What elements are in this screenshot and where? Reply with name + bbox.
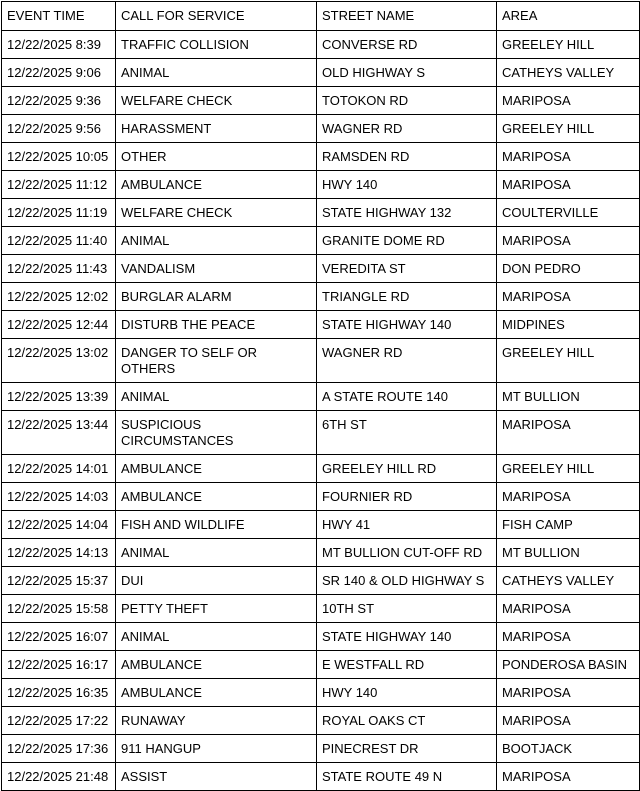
event-time-cell: 12/22/2025 15:37 xyxy=(2,567,116,595)
call-for-service-cell: AMBULANCE xyxy=(116,171,317,199)
area-cell: MT BULLION xyxy=(497,539,640,567)
event-time-cell: 12/22/2025 12:02 xyxy=(2,283,116,311)
area-cell: GREELEY HILL xyxy=(497,339,640,383)
street-name-cell: E WESTFALL RD xyxy=(317,651,497,679)
area-cell: GREELEY HILL xyxy=(497,115,640,143)
call-for-service-cell: FISH AND WILDLIFE xyxy=(116,511,317,539)
street-name-cell: HWY 140 xyxy=(317,171,497,199)
table-row xyxy=(2,735,640,763)
event-time-cell: 12/22/2025 13:02 xyxy=(2,339,116,383)
call-for-service-cell: WELFARE CHECK xyxy=(116,87,317,115)
event-time-cell: 12/22/2025 17:22 xyxy=(2,707,116,735)
street-name-cell: VEREDITA ST xyxy=(317,255,497,283)
call-for-service-cell: ANIMAL xyxy=(116,227,317,255)
area-cell: GREELEY HILL xyxy=(497,455,640,483)
area-cell: MARIPOSA xyxy=(497,483,640,511)
event-time-cell: 12/22/2025 12:44 xyxy=(2,311,116,339)
street-name-cell: STATE HIGHWAY 132 xyxy=(317,199,497,227)
call-for-service-cell: ANIMAL xyxy=(116,623,317,651)
call-for-service-cell: DUI xyxy=(116,567,317,595)
street-name-cell: FOURNIER RD xyxy=(317,483,497,511)
street-name-cell: GRANITE DOME RD xyxy=(317,227,497,255)
street-name-cell: TOTOKON RD xyxy=(317,87,497,115)
event-time-cell: 12/22/2025 11:19 xyxy=(2,199,116,227)
table-row xyxy=(2,595,640,623)
table-row xyxy=(2,31,640,59)
area-cell: MARIPOSA xyxy=(497,283,640,311)
area-cell: MARIPOSA xyxy=(497,171,640,199)
area-cell: MARIPOSA xyxy=(497,227,640,255)
street-name-cell: CONVERSE RD xyxy=(317,31,497,59)
call-for-service-cell: AMBULANCE xyxy=(116,651,317,679)
call-for-service-cell: VANDALISM xyxy=(116,255,317,283)
event-time-cell: 12/22/2025 16:35 xyxy=(2,679,116,707)
area-cell: MARIPOSA xyxy=(497,623,640,651)
street-name-cell: GREELEY HILL RD xyxy=(317,455,497,483)
event-time-cell: 12/22/2025 15:58 xyxy=(2,595,116,623)
call-for-service-cell: ASSIST xyxy=(116,763,317,791)
call-log-table xyxy=(1,1,640,791)
call-for-service-cell: ANIMAL xyxy=(116,383,317,411)
area-cell: CATHEYS VALLEY xyxy=(497,59,640,87)
event-time-cell: 12/22/2025 17:36 xyxy=(2,735,116,763)
area-cell: MARIPOSA xyxy=(497,143,640,171)
street-name-cell: HWY 140 xyxy=(317,679,497,707)
table-row xyxy=(2,383,640,411)
event-time-cell: 12/22/2025 14:13 xyxy=(2,539,116,567)
event-time-cell: 12/22/2025 14:03 xyxy=(2,483,116,511)
table-row xyxy=(2,455,640,483)
header-row xyxy=(2,2,640,31)
street-name-cell: WAGNER RD xyxy=(317,339,497,383)
table-row xyxy=(2,483,640,511)
event-time-cell: 12/22/2025 14:04 xyxy=(2,511,116,539)
table-row xyxy=(2,115,640,143)
call-for-service-cell: ANIMAL xyxy=(116,539,317,567)
event-time-cell: 12/22/2025 14:01 xyxy=(2,455,116,483)
header-area: AREA xyxy=(497,2,640,31)
street-name-cell: STATE ROUTE 49 N xyxy=(317,763,497,791)
table-row xyxy=(2,763,640,791)
area-cell: MARIPOSA xyxy=(497,595,640,623)
street-name-cell: 6TH ST xyxy=(317,411,497,455)
area-cell: BOOTJACK xyxy=(497,735,640,763)
table-row xyxy=(2,567,640,595)
street-name-cell: 10TH ST xyxy=(317,595,497,623)
event-time-cell: 12/22/2025 10:05 xyxy=(2,143,116,171)
event-time-cell: 12/22/2025 21:48 xyxy=(2,763,116,791)
table-row xyxy=(2,511,640,539)
event-time-cell: 12/22/2025 16:07 xyxy=(2,623,116,651)
street-name-cell: PINECREST DR xyxy=(317,735,497,763)
call-for-service-cell: HARASSMENT xyxy=(116,115,317,143)
street-name-cell: STATE HIGHWAY 140 xyxy=(317,623,497,651)
area-cell: MARIPOSA xyxy=(497,707,640,735)
area-cell: FISH CAMP xyxy=(497,511,640,539)
table-row xyxy=(2,707,640,735)
area-cell: DON PEDRO xyxy=(497,255,640,283)
area-cell: COULTERVILLE xyxy=(497,199,640,227)
street-name-cell: A STATE ROUTE 140 xyxy=(317,383,497,411)
street-name-cell: STATE HIGHWAY 140 xyxy=(317,311,497,339)
header-street-name: STREET NAME xyxy=(317,2,497,31)
area-cell: GREELEY HILL xyxy=(497,31,640,59)
call-for-service-cell: RUNAWAY xyxy=(116,707,317,735)
table-row xyxy=(2,255,640,283)
area-cell: MARIPOSA xyxy=(497,87,640,115)
table-row xyxy=(2,339,640,383)
table-body xyxy=(2,31,640,791)
call-for-service-cell: ANIMAL xyxy=(116,59,317,87)
area-cell: MIDPINES xyxy=(497,311,640,339)
street-name-cell: HWY 41 xyxy=(317,511,497,539)
call-for-service-cell: OTHER xyxy=(116,143,317,171)
call-for-service-cell: PETTY THEFT xyxy=(116,595,317,623)
header-event-time: EVENT TIME xyxy=(2,2,116,31)
table-row xyxy=(2,311,640,339)
event-time-cell: 12/22/2025 11:43 xyxy=(2,255,116,283)
table-row xyxy=(2,651,640,679)
event-time-cell: 12/22/2025 13:39 xyxy=(2,383,116,411)
table-row xyxy=(2,59,640,87)
table-row xyxy=(2,623,640,651)
area-cell: CATHEYS VALLEY xyxy=(497,567,640,595)
event-time-cell: 12/22/2025 9:36 xyxy=(2,87,116,115)
table-row xyxy=(2,411,640,455)
event-time-cell: 12/22/2025 8:39 xyxy=(2,31,116,59)
table-row xyxy=(2,539,640,567)
event-time-cell: 12/22/2025 13:44 xyxy=(2,411,116,455)
table-row xyxy=(2,171,640,199)
call-for-service-cell: 911 HANGUP xyxy=(116,735,317,763)
table-row xyxy=(2,679,640,707)
event-time-cell: 12/22/2025 16:17 xyxy=(2,651,116,679)
street-name-cell: MT BULLION CUT-OFF RD xyxy=(317,539,497,567)
street-name-cell: ROYAL OAKS CT xyxy=(317,707,497,735)
call-for-service-cell: AMBULANCE xyxy=(116,455,317,483)
event-time-cell: 12/22/2025 11:12 xyxy=(2,171,116,199)
header-call-for-service: CALL FOR SERVICE xyxy=(116,2,317,31)
area-cell: MT BULLION xyxy=(497,383,640,411)
call-for-service-cell: DANGER TO SELF OR OTHERS xyxy=(116,339,317,383)
event-time-cell: 12/22/2025 11:40 xyxy=(2,227,116,255)
call-for-service-cell: BURGLAR ALARM xyxy=(116,283,317,311)
table-row xyxy=(2,227,640,255)
table-row xyxy=(2,143,640,171)
call-for-service-cell: TRAFFIC COLLISION xyxy=(116,31,317,59)
area-cell: MARIPOSA xyxy=(497,763,640,791)
call-for-service-cell: WELFARE CHECK xyxy=(116,199,317,227)
street-name-cell: OLD HIGHWAY S xyxy=(317,59,497,87)
call-for-service-cell: AMBULANCE xyxy=(116,483,317,511)
street-name-cell: SR 140 & OLD HIGHWAY S xyxy=(317,567,497,595)
street-name-cell: WAGNER RD xyxy=(317,115,497,143)
table-row xyxy=(2,283,640,311)
event-time-cell: 12/22/2025 9:06 xyxy=(2,59,116,87)
area-cell: MARIPOSA xyxy=(497,411,640,455)
call-for-service-cell: DISTURB THE PEACE xyxy=(116,311,317,339)
area-cell: MARIPOSA xyxy=(497,679,640,707)
table-row xyxy=(2,199,640,227)
event-time-cell: 12/22/2025 9:56 xyxy=(2,115,116,143)
street-name-cell: TRIANGLE RD xyxy=(317,283,497,311)
table-row xyxy=(2,87,640,115)
street-name-cell: RAMSDEN RD xyxy=(317,143,497,171)
call-for-service-cell: AMBULANCE xyxy=(116,679,317,707)
call-for-service-cell: SUSPICIOUS CIRCUMSTANCES xyxy=(116,411,317,455)
area-cell: PONDEROSA BASIN xyxy=(497,651,640,679)
